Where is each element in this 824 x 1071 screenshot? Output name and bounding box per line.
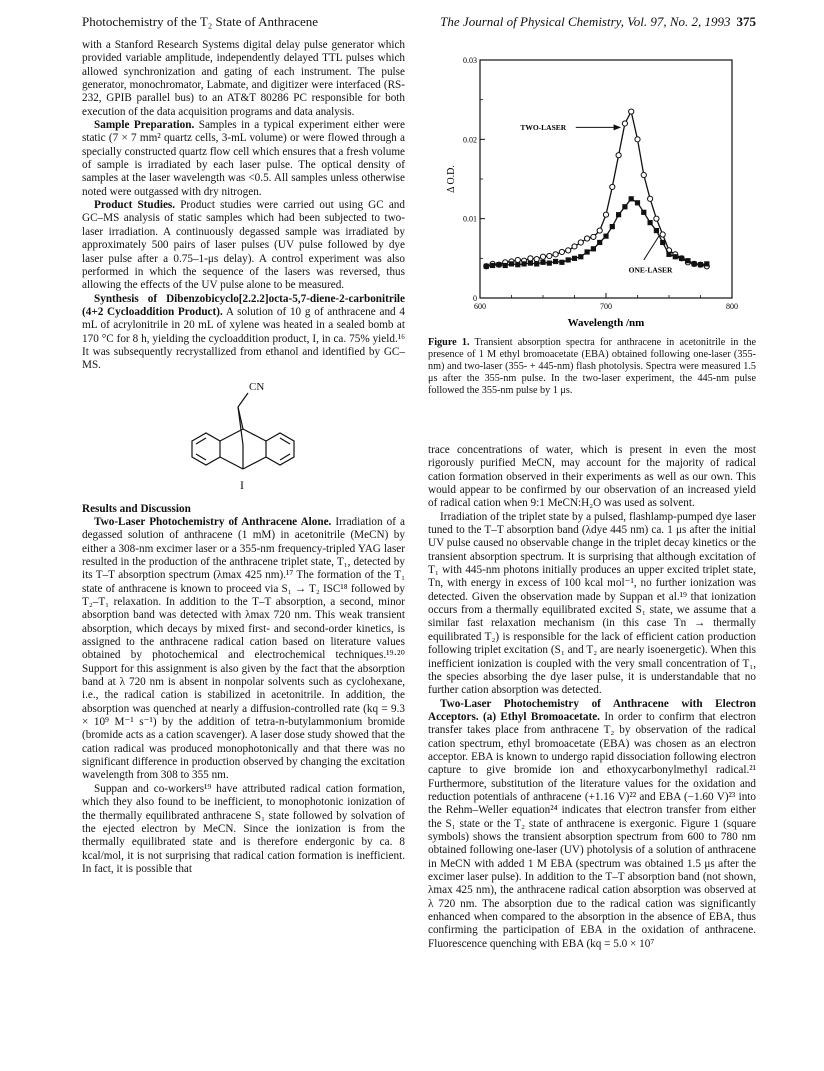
data-point-one-laser <box>540 260 545 265</box>
annotation-two-laser: TWO-LASER <box>520 122 567 132</box>
data-point-two-laser <box>566 248 571 253</box>
data-point-one-laser <box>616 212 621 217</box>
series-line-two-laser <box>486 112 707 267</box>
data-point-two-laser <box>603 212 608 217</box>
paragraph-two-laser-alone <box>82 516 405 783</box>
paragraph-text: A solution of 10 g of anthracene and 4 mL of acrylonitrile in 20 mL of xylene was heated in a sealed bomb at 170 °C for 8 h, yielding the cycloaddition product, I, in ca. 75% yield.¹⁶ It was subsequently recrystallized from ethanol and identified by GC–MS. <box>82 305 405 372</box>
data-point-one-laser <box>522 261 527 266</box>
paragraph-suppan: Suppan and co-workers¹⁹ have attributed radical cation formation, which they also found to be inefficient, to monophotonic ionization of the thermally equilibrated anthracene S₁ state followed by solvation of the ejected electron by MeCN. Since the ionization is from the thermally equilibrated state and is therefore endergonic by ca. 8 kcal/mol, it is not surprising that radical cation formation is inefficient. In fact, it is possible that <box>82 782 405 875</box>
page-number: 375 <box>736 14 756 29</box>
data-point-one-laser <box>515 262 520 267</box>
data-point-two-laser <box>660 232 665 237</box>
y-axis-label: Δ O.D. <box>446 165 457 193</box>
data-point-two-laser <box>654 216 659 221</box>
x-axis-label: Wavelength /nm <box>567 317 645 329</box>
run-in-heading: Synthesis of Dibenzobicyclo[2.2.2]octa-5,7-diene-2-carbonitrile (4+2 Cycloaddition Product). <box>82 292 405 318</box>
run-in-heading: Sample Preparation. <box>94 119 195 132</box>
data-point-two-laser <box>515 257 520 262</box>
data-point-one-laser <box>534 261 539 266</box>
data-point-one-laser <box>660 240 665 245</box>
data-point-one-laser <box>509 261 514 266</box>
y-tick-label: 0.03 <box>463 56 477 65</box>
running-header-journal <box>428 14 756 30</box>
paragraph-text: Irradiation of a degassed solution of anthracene (1 mM) in acetonitrile (MeCN) by either a 308-nm excimer laser or a 355-nm frequency-tripled YAG laser resulted in the production of the anthracene triplet state, T₁, detected by its T–T absorption spectrum (λmax 425 nm).¹⁷ The formation of the T₁ state of anthracene is known to proceed via S₁ → T₂ ISC¹⁸ followed by T₂–T₁ relaxation. In addition to the T–T absorption, a second, minor absorption band was detected with λmax 720 nm. This weak transient absorption, which decays by mixed first- and second-order kinetics, is assigned to the anthracene radical cation based on literature values obtained by photochemical and electrochemical techniques.¹⁹·²⁰ Support for this assignment is also given by the fact that the absorption band at λ 720 nm is absent in nonpolar solvents such as cyclohexane, i.e., the radical cation is stabilized in acetonitrile. In addition, the absorption was quenched at nearly a diffusion-controlled rate (kq = 9.3 × 10⁹ M⁻¹ s⁻¹) by the addition of tetra-n-butylammonium bromide (bromide acts as a cation scavenger). A laser dose study showed that the cation radical was produced monophotonically and that there was no significant difference in production observed by changing the excitation wavelength from 308 to 355 nm. <box>82 515 405 782</box>
data-point-two-laser <box>591 234 596 239</box>
data-point-one-laser <box>648 220 653 225</box>
data-point-two-laser <box>629 109 634 114</box>
data-point-one-laser <box>666 252 671 257</box>
data-point-one-laser <box>547 260 552 265</box>
data-point-two-laser <box>547 253 552 258</box>
data-point-one-laser <box>528 260 533 265</box>
paragraph-instrument: with a Stanford Research Systems digital delay pulse generator which provided variable amplitude, independently delayed TTL pulses which allowed synchronization and gating of each instrument. The pulse generator, monochromator, Labmate, and digitizer were interfaced (RS-232, GPIB parallel bus) to an AT&T 80286 PC responsible for both execution of the data acquisition programs and data analysis. <box>82 39 405 118</box>
run-in-heading: Two-Laser Photochemistry of Anthracene Alone. <box>94 515 332 528</box>
left-column <box>82 39 405 876</box>
section-heading: Results and Discussion <box>82 502 191 515</box>
journal-citation: The Journal of Physical Chemistry, Vol. 97, No. 2, 1993 <box>440 14 731 29</box>
data-point-one-laser <box>629 196 634 201</box>
data-point-one-laser <box>654 228 659 233</box>
data-point-two-laser <box>559 249 564 254</box>
data-point-one-laser <box>591 246 596 251</box>
data-point-one-laser <box>635 200 640 205</box>
data-point-one-laser <box>484 264 489 269</box>
structure-cn-label: CN <box>249 380 265 393</box>
data-point-one-laser <box>566 257 571 262</box>
data-point-two-laser <box>540 254 545 259</box>
data-point-one-laser <box>704 261 709 266</box>
paragraph-text: Product studies were carried out using GC and GC–MS analysis of static samples which had been subjected to two-laser irradiation. A continuously degassed sample was irradiated by approximately 500 pairs of laser pulses (UV pulse followed by dye laser pulse after a 0.75–1-μs delay). A control experiment was also performed in which the sequence of the lasers was reversed, thus allowing the effects of the UV pulse alone to be measured. <box>82 199 405 292</box>
data-point-two-laser <box>616 153 621 158</box>
data-point-one-laser <box>503 263 508 268</box>
data-point-one-laser <box>685 258 690 263</box>
paragraph-dye-laser: Irradiation of the triplet state by a pulsed, flashlamp-pumped dye laser tuned to the T–T absorption band (λdye 445 nm) ca. 1 μs after the initial UV pulse caused no observable change in the triplet decay kinetics or the transient absorption spectrum. It is surprising that although excitation of T₁ with 445-nm photons initially produces an upper excited triplet state, Tn, with energy in excess of 100 kcal mol⁻¹, no further ionization was detected. Given the observation made by Suppan et al.¹⁹ that ionization occurs from a thermally equilibrated excited S₁ state, we assume that a similar fast relaxation mechanism (in this case Tn → thermally equilibrated T₂) is responsible for the lack of efficient cation production following triplet excitation (S₁ and T₂ are nearly isoenergetic). When this inefficient ionization is coupled with the very small concentration of T₁, the species absorbing the dye laser pulse, it is understandable that no further cation absorption was detected. <box>428 510 756 697</box>
data-point-two-laser <box>648 196 653 201</box>
paragraph-product-studies <box>82 199 405 292</box>
annotation-one-laser-arrow <box>644 236 659 260</box>
data-point-two-laser <box>597 228 602 233</box>
caption-text: Transient absorption spectra for anthracene in acetonitrile in the presence of 1 M ethyl bromoacetate (EBA) obtained following one-laser (355-nm) and two-laser (355- + 445-nm) flash photolysis. Spectra were measured 1.5 μs after the 355-nm pulse. In the two-laser experiment, the 445-nm pulse followed the 355-nm pulse by 1 μs. <box>428 337 756 396</box>
data-point-one-laser <box>610 224 615 229</box>
data-point-one-laser <box>490 263 495 268</box>
y-tick-label: 0.02 <box>463 135 477 145</box>
structure-compound-label: I <box>240 477 244 492</box>
run-in-heading: Product Studies. <box>94 199 176 212</box>
x-tick-label: 600 <box>474 302 486 311</box>
figure-1-chart <box>436 46 756 336</box>
data-point-one-laser <box>698 262 703 267</box>
data-point-two-laser <box>641 172 646 177</box>
data-point-one-laser <box>603 234 608 239</box>
run-in-heading: Two-Laser Photochemistry of Anthracene with Electron Acceptors. (a) Ethyl Bromoacetate. <box>428 697 756 723</box>
data-point-two-laser <box>572 244 577 249</box>
right-column <box>428 444 756 951</box>
y-tick-label: 0 <box>473 294 477 303</box>
paragraph-trace-water: trace concentrations of water, which is present in even the most rigorously purified MeCN, may account for the majority of radical cation formation observed in their experiments as well as our own. This would appear to be confirmed by our observation of an increased yield of radical cation when 9:1 MeCN:H₂O was used as solvent. <box>428 444 756 510</box>
data-point-two-laser <box>622 121 627 126</box>
data-point-two-laser <box>528 256 533 261</box>
data-point-one-laser <box>585 249 590 254</box>
running-header-title: Photochemistry of the T₂ State of Anthracene <box>82 14 319 29</box>
data-point-one-laser <box>673 254 678 259</box>
caption-label: Figure 1. <box>428 337 470 348</box>
paragraph-electron-acceptors <box>428 698 756 952</box>
data-point-one-laser <box>572 256 577 261</box>
data-point-two-laser <box>534 257 539 262</box>
chemical-structure-I <box>82 375 405 499</box>
data-point-one-laser <box>692 261 697 266</box>
x-tick-label: 800 <box>726 302 738 311</box>
annotation-one-laser: ONE-LASER <box>628 265 673 275</box>
paragraph-synthesis <box>82 293 405 373</box>
data-point-two-laser <box>610 184 615 189</box>
data-point-two-laser <box>553 252 558 257</box>
paragraph-sample-preparation <box>82 119 405 199</box>
data-point-one-laser <box>559 260 564 265</box>
paragraph-text: Samples in a typical experiment either were static (7 × 7 mm² quartz cells, 3-mL volume) or were flowed through a specially constructed quartz flow cell which ensures that a fresh volume of sample is irradiated by each laser pulse. The optical density of samples at the laser wavelength was <0.5. All samples unless otherwise noted were outgassed with dry nitrogen. <box>82 119 405 198</box>
data-point-two-laser <box>635 137 640 142</box>
data-point-two-laser <box>578 240 583 245</box>
y-tick-label: 0.01 <box>463 214 477 224</box>
data-point-one-laser <box>578 254 583 259</box>
data-point-two-laser <box>585 236 590 241</box>
paragraph-text: In order to confirm that electron transfer takes place from anthracene T₂ by observation of the radical cation spectrum, ethyl bromoacetate (EBA) was chosen as an electron acceptor. EBA is known to undergo rapid dissociation following electron capture to give bromide ion and ethoxycarbonylmethyl radical.²¹ Furthermore, substitution of the literature values for the oxidation and reduction potentials of anthracene (+1.16 V)²² and EBA (−1.60 V)²³ into the Rehm–Weller equation²⁴ indicates that electron transfer from either the S₁ state or the T₂ state of anthracene is exergonic. Figure 1 (square symbols) shows the transient absorption spectrum from 600 to 780 nm obtained following one-laser (UV) photolysis of a solution of anthracene in MeCN with added 1 M EBA (spectrum was obtained 1.5 μs after the excimer laser pulse). In addition to the T–T absorption band (not shown, λmax 425 nm), the anthracene radical cation absorption was observed at λ 720 nm. The absorption due to the radical cation was significantly enhanced when compared to the absorption in the absence of EBA, thus confirming the participation of EBA in the oxidation of anthracene. Fluorescence quenching with EBA (kq = 5.0 × 10⁷ <box>428 710 756 950</box>
data-point-one-laser <box>641 210 646 215</box>
data-point-one-laser <box>496 262 501 267</box>
data-point-one-laser <box>622 204 627 209</box>
data-point-one-laser <box>679 256 684 261</box>
figure-1-caption <box>428 337 756 397</box>
annotation-two-laser-arrowhead <box>614 124 622 130</box>
data-point-one-laser <box>553 259 558 264</box>
x-tick-label: 700 <box>600 302 612 311</box>
data-point-one-laser <box>597 240 602 245</box>
